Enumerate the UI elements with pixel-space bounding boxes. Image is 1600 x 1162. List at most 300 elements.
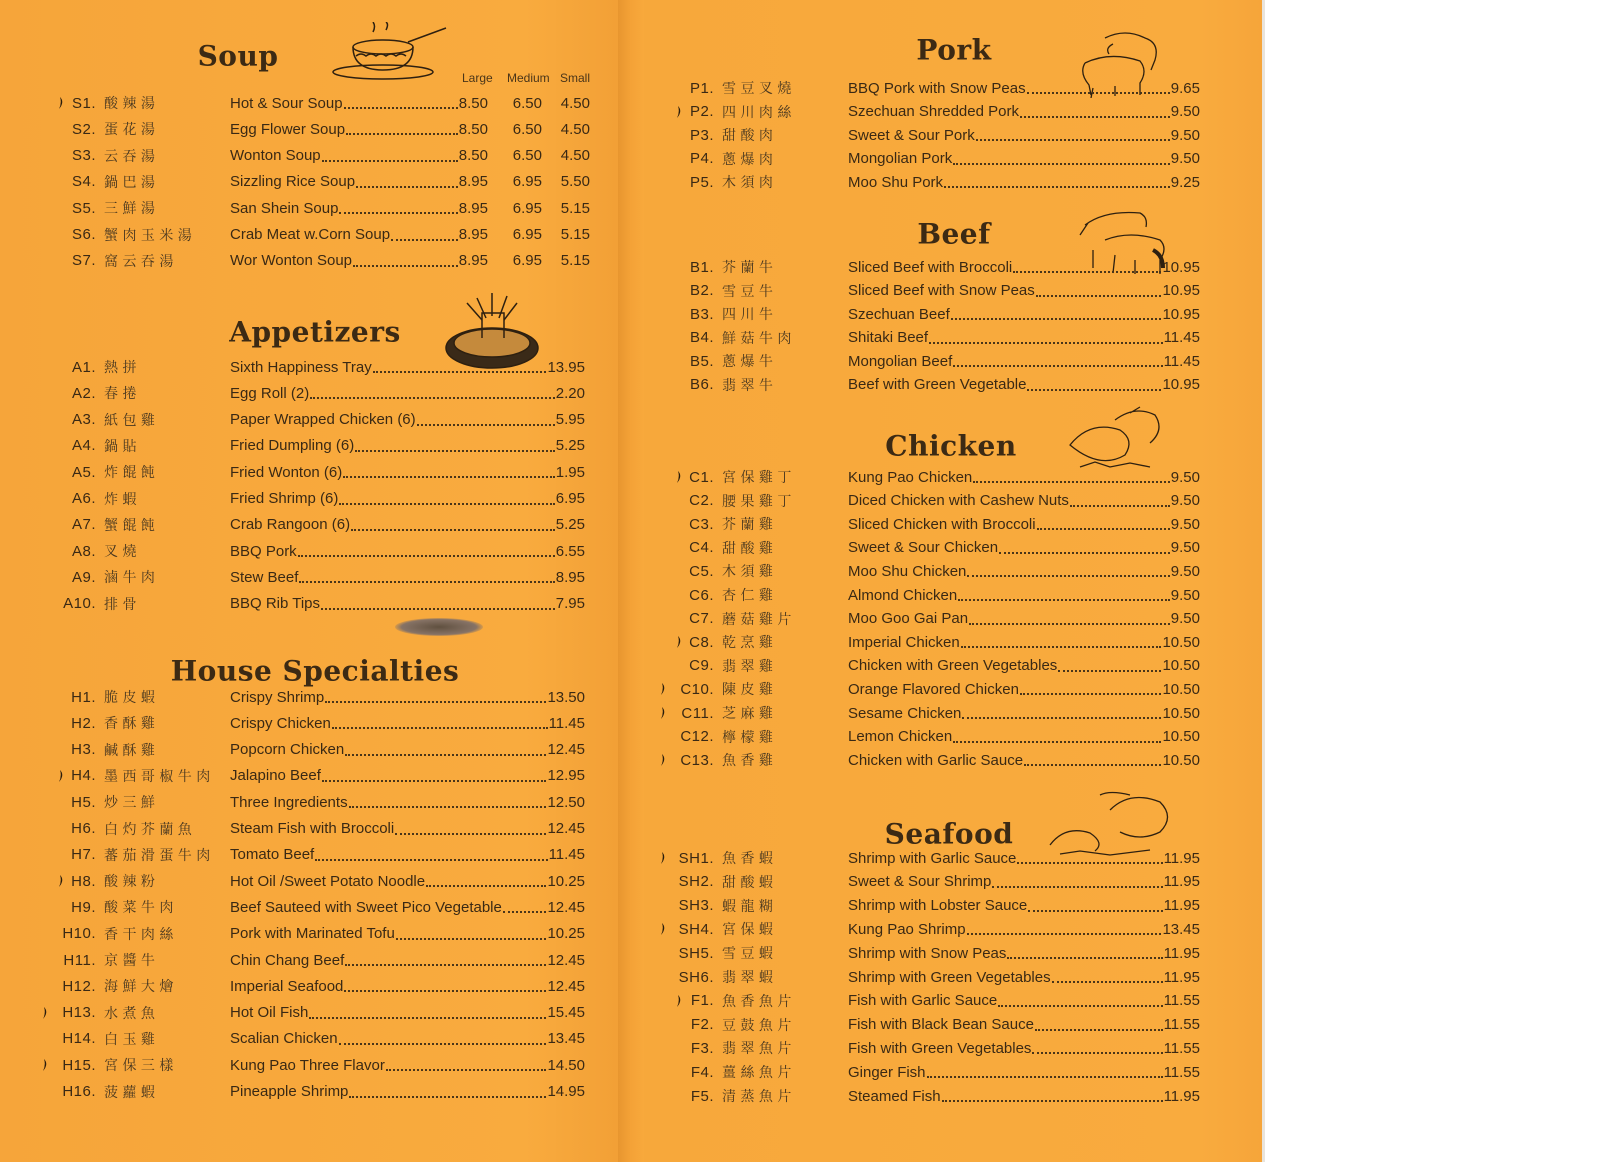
item-code: B4. [689, 329, 714, 346]
item-chinese-name: 木 須 肉 [722, 175, 773, 191]
dot-leader [951, 318, 1162, 320]
item-chinese-name: 甜 酸 蝦 [722, 874, 773, 891]
item-name: Sizzling Rice Soup [230, 173, 356, 191]
item-chinese-name: 宮 保 雞 丁 [722, 470, 792, 486]
item-chinese-name: 炒 三 鮮 [104, 795, 155, 812]
item-price: 12.45 [547, 820, 585, 837]
item-price: 7.95 [555, 595, 585, 613]
menu-item [50, 593, 585, 615]
item-name: Beef with Green Vegetable [848, 376, 1027, 393]
item-code: C5. [689, 562, 714, 580]
item-chinese-name: 宮 保 三 樣 [104, 1058, 174, 1075]
dot-leader [1027, 92, 1170, 94]
item-chinese-name: 芥 蘭 雞 [722, 517, 773, 534]
item-code: H7. [71, 846, 96, 864]
chicken-heading: Chicken [885, 429, 1017, 463]
item-code: F4. [690, 1063, 714, 1081]
item-name: Shrimp with Snow Peas [848, 944, 1007, 962]
item-price: 1.95 [555, 463, 585, 481]
item-price: 11.95 [1163, 1087, 1200, 1105]
dot-leader [953, 163, 1170, 165]
item-price: 10.95 [1162, 305, 1200, 323]
item-code: P3. [689, 126, 714, 144]
item-chinese-name: 鹹 酥 雞 [104, 742, 155, 759]
item-code: S5. [71, 199, 96, 217]
menu-item [50, 739, 585, 761]
item-chinese-name: 清 蒸 魚 片 [722, 1089, 792, 1105]
item-code: C8. [689, 633, 714, 651]
item-code: C2. [689, 492, 714, 510]
item-code: H6. [71, 820, 96, 837]
item-name: Chin Chang Beef [230, 951, 345, 969]
dot-leader [417, 424, 555, 426]
item-code: C13. [680, 751, 714, 769]
item-code: C9. [689, 657, 714, 675]
item-name: Egg Roll (2) [230, 384, 310, 402]
item-chinese-name: 蔥 爆 肉 [722, 151, 773, 168]
item-name: Mongolian Pork [848, 150, 953, 167]
item-price: 11.95 [1163, 873, 1200, 891]
dot-leader [973, 481, 1170, 483]
dot-leader [346, 133, 458, 135]
item-code: S2. [71, 120, 96, 138]
price-medium: 6.50 [512, 147, 542, 165]
spicy-pepper-icon [660, 922, 666, 934]
item-code: H9. [71, 898, 96, 916]
item-name: Sweet & Sour Pork [848, 126, 975, 144]
menu-item [668, 871, 1200, 893]
item-name: Paper Wrapped Chicken (6) [230, 411, 416, 429]
item-code: H15. [62, 1056, 96, 1074]
item-name: Three Ingredients [230, 793, 348, 811]
menu-item [668, 702, 1200, 724]
size-header-small: Small [560, 71, 591, 85]
item-name: Shrimp with Green Vegetables [848, 968, 1051, 986]
item-name: Mongolian Beef [848, 352, 953, 370]
item-chinese-name: 鮮 菇 牛 肉 [722, 330, 792, 347]
soup-heading: Soup [197, 39, 279, 73]
dot-leader [953, 365, 1162, 367]
item-name: San Shein Soup [230, 199, 339, 217]
spicy-pepper-icon [676, 470, 682, 482]
item-price: 11.45 [1163, 352, 1200, 370]
menu-item [50, 870, 585, 892]
item-name: Beef Sauteed with Sweet Pico Vegetable [230, 898, 502, 916]
menu-item [668, 966, 1200, 988]
menu-item [668, 303, 1200, 325]
item-name: Fried Dumpling (6) [230, 437, 355, 455]
item-chinese-name: 墨 西 哥 椒 牛 肉 [104, 768, 211, 785]
menu-item [50, 1081, 585, 1103]
item-price: 10.50 [1162, 657, 1200, 675]
price-small: 5.15 [560, 199, 590, 217]
item-code: A5. [71, 463, 96, 481]
dot-leader [967, 933, 1162, 935]
item-chinese-name: 排 骨 [104, 596, 137, 613]
dot-leader [353, 265, 458, 267]
menu-item [668, 280, 1200, 302]
item-chinese-name: 腰 果 雞 丁 [722, 493, 792, 510]
item-code: H4. [71, 767, 96, 785]
item-chinese-name: 蘑 菇 雞 片 [722, 611, 792, 628]
spicy-pepper-icon [676, 994, 682, 1006]
item-price: 11.95 [1163, 849, 1200, 867]
dot-leader [1035, 1029, 1163, 1031]
menu-item [668, 490, 1200, 512]
menu-item [50, 540, 585, 562]
menu-item [50, 356, 585, 378]
item-price: 10.50 [1162, 751, 1200, 769]
appetizers-heading: Appetizers [229, 315, 401, 349]
dot-leader [942, 1100, 1163, 1102]
menu-item [50, 818, 585, 840]
dot-leader [321, 608, 555, 610]
item-price: 11.45 [548, 846, 585, 864]
item-code: H8. [71, 872, 96, 890]
item-chinese-name: 檸 檬 雞 [722, 729, 773, 746]
menu-item [50, 712, 585, 734]
item-chinese-name: 白 灼 芥 蘭 魚 [104, 821, 192, 838]
item-price: 10.95 [1162, 376, 1200, 393]
item-price: 10.50 [1162, 704, 1200, 722]
item-name: Fried Wonton (6) [230, 463, 343, 481]
item-name: Hot & Sour Soup [230, 94, 343, 112]
dot-leader [343, 476, 555, 478]
menu-item [50, 488, 585, 510]
spicy-pepper-icon [58, 769, 64, 781]
item-chinese-name: 炸 餛 飩 [104, 465, 155, 482]
item-name: Hot Oil /Sweet Potato Noodle [230, 872, 426, 890]
item-code: H12. [62, 977, 96, 995]
dot-leader [339, 503, 554, 505]
item-price: 14.50 [547, 1056, 585, 1074]
dot-leader [332, 727, 548, 729]
item-price: 9.50 [1170, 539, 1200, 557]
item-code: A1. [71, 358, 96, 376]
price-medium: 6.50 [512, 94, 542, 112]
item-price: 10.50 [1162, 680, 1200, 698]
item-price: 12.45 [547, 898, 585, 916]
menu-item [50, 1054, 585, 1076]
item-price: 8.95 [555, 568, 585, 586]
price-medium: 6.95 [512, 173, 542, 191]
dot-leader [976, 139, 1170, 141]
item-name: Shitaki Beef [848, 329, 929, 346]
item-price: 12.50 [547, 793, 585, 811]
item-chinese-name: 脆 皮 蝦 [104, 690, 155, 706]
dot-leader [395, 833, 546, 835]
dot-leader [373, 371, 547, 373]
menu-item [668, 918, 1200, 940]
item-price: 12.45 [547, 977, 585, 995]
item-code: B3. [689, 305, 714, 323]
item-name: Moo Shu Pork [848, 173, 944, 191]
item-code: H13. [62, 1004, 96, 1022]
item-price: 12.45 [547, 951, 585, 969]
spicy-pepper-icon [660, 851, 666, 863]
item-price: 12.45 [547, 741, 585, 759]
item-name: Ginger Fish [848, 1063, 926, 1081]
item-chinese-name: 菠 蘿 蝦 [104, 1084, 155, 1101]
price-small: 5.15 [560, 226, 590, 243]
item-chinese-name: 雪 豆 叉 燒 [722, 81, 792, 97]
item-price: 6.55 [555, 542, 585, 560]
item-name: Wonton Soup [230, 147, 321, 165]
item-price: 13.45 [547, 1030, 585, 1048]
item-code: F3. [690, 1039, 714, 1057]
item-name: Sliced Beef with Snow Peas [848, 282, 1035, 299]
menu-item [50, 514, 585, 536]
item-code: SH5. [678, 944, 714, 962]
chickens-illustration [1060, 405, 1170, 475]
item-chinese-name: 鍋 貼 [104, 438, 137, 455]
menu-item [50, 566, 585, 588]
item-chinese-name: 白 玉 雞 [104, 1031, 155, 1048]
item-chinese-name: 薑 絲 魚 片 [722, 1065, 792, 1082]
item-code: C11. [681, 704, 714, 722]
dot-leader [345, 964, 546, 966]
menu-item [50, 409, 585, 431]
item-chinese-name: 京 醬 牛 [104, 953, 155, 969]
dot-leader [344, 990, 546, 992]
item-chinese-name: 宮 保 蝦 [722, 922, 773, 939]
dot-leader [1017, 862, 1162, 864]
item-name: Wor Wonton Soup [230, 252, 353, 270]
dot-leader [1013, 271, 1161, 273]
dot-leader [1032, 1052, 1162, 1054]
item-price: 10.50 [1162, 728, 1200, 746]
item-name: Sesame Chicken [848, 704, 962, 722]
item-chinese-name: 芥 蘭 牛 [722, 260, 773, 276]
item-name: Popcorn Chicken [230, 741, 345, 759]
menu-item [668, 655, 1200, 677]
item-chinese-name: 熱 拼 [104, 360, 137, 376]
item-name: Pork with Marinated Tofu [230, 925, 395, 943]
item-name: Crispy Chicken [230, 714, 331, 732]
item-code: P2. [689, 103, 714, 120]
item-chinese-name: 滷 牛 肉 [104, 570, 155, 587]
menu-item [50, 1028, 585, 1050]
item-name: Tomato Beef [230, 846, 315, 864]
price-medium: 6.95 [512, 226, 542, 243]
item-name: BBQ Rib Tips [230, 595, 321, 613]
menu-item [668, 148, 1200, 170]
item-name: Szechuan Beef [848, 305, 950, 323]
ink-smudge [395, 618, 483, 636]
item-chinese-name: 酸 菜 牛 肉 [104, 900, 174, 917]
item-chinese-name: 木 須 雞 [722, 564, 773, 581]
item-price: 10.95 [1162, 282, 1200, 299]
menu-item [668, 847, 1200, 869]
item-chinese-name: 魚 香 雞 [722, 753, 773, 770]
item-chinese-name: 甜 酸 肉 [722, 128, 773, 144]
price-large: 8.95 [458, 199, 488, 217]
item-chinese-name: 陳 皮 雞 [722, 682, 773, 699]
menu-item [50, 949, 585, 971]
item-chinese-name: 酸 辣 湯 [104, 96, 155, 112]
item-chinese-name: 甜 酸 雞 [722, 540, 773, 557]
spicy-pepper-icon [660, 682, 666, 694]
price-large: 8.50 [458, 94, 488, 112]
menu-fold [618, 0, 644, 1162]
item-name: Orange Flavored Chicken [848, 680, 1019, 698]
item-code: SH2. [678, 873, 714, 891]
item-name: Sliced Chicken with Broccoli [848, 515, 1036, 533]
item-name: Moo Goo Gai Pan [848, 610, 969, 628]
item-name: Kung Pao Three Flavor [230, 1056, 385, 1074]
dot-leader [999, 552, 1170, 554]
item-name: Kung Pao Chicken [848, 468, 973, 486]
menu-item [50, 791, 585, 813]
item-code: C12. [680, 728, 714, 746]
item-chinese-name: 窩 云 吞 湯 [104, 253, 174, 270]
item-price: 11.95 [1163, 897, 1200, 915]
menu-item [668, 537, 1200, 559]
item-code: A9. [71, 568, 96, 586]
item-name: Scalian Chicken [230, 1030, 338, 1048]
dot-leader [344, 107, 458, 109]
menu-item [668, 749, 1200, 771]
item-code: B1. [689, 258, 714, 276]
item-chinese-name: 四 川 牛 [722, 307, 773, 323]
page-edge [1262, 0, 1265, 1162]
spicy-pepper-icon [676, 635, 682, 647]
item-name: Imperial Seafood [230, 977, 344, 995]
item-price: 9.50 [1170, 515, 1200, 533]
item-price: 13.50 [547, 688, 585, 706]
price-medium: 6.95 [512, 199, 542, 217]
item-name: Almond Chicken [848, 586, 958, 604]
dot-leader [426, 885, 546, 887]
item-name: Diced Chicken with Cashew Nuts [848, 492, 1069, 510]
item-price: 15.45 [547, 1004, 585, 1022]
menu-item [50, 118, 590, 140]
price-large: 8.50 [458, 120, 488, 138]
menu-item [668, 350, 1200, 372]
menu-item [668, 466, 1200, 488]
item-price: 9.50 [1170, 492, 1200, 510]
item-code: C4. [689, 539, 714, 557]
dot-leader [953, 741, 1161, 743]
menu-item [668, 1037, 1200, 1059]
dot-leader [322, 160, 458, 162]
item-chinese-name: 翡 翠 雞 [722, 658, 773, 675]
item-chinese-name: 豆 鼓 魚 片 [722, 1017, 792, 1034]
item-code: F5. [690, 1087, 714, 1105]
price-small: 4.50 [560, 147, 590, 165]
item-chinese-name: 蛋 花 湯 [104, 122, 155, 139]
dot-leader [962, 717, 1161, 719]
house-specialties-heading: House Specialties [170, 654, 460, 688]
item-name: Chicken with Garlic Sauce [848, 751, 1024, 769]
menu-item [668, 990, 1200, 1012]
menu-item [50, 923, 585, 945]
item-name: BBQ Pork with Snow Peas [848, 79, 1026, 97]
menu-item [50, 250, 590, 272]
item-name: Fried Shrimp (6) [230, 490, 339, 507]
spicy-pepper-icon [58, 874, 64, 886]
menu-item [668, 256, 1200, 278]
menu-item [668, 327, 1200, 349]
item-chinese-name: 三 鮮 湯 [104, 201, 155, 218]
item-price: 10.95 [1162, 258, 1200, 276]
menu-item [668, 608, 1200, 630]
menu-item [668, 584, 1200, 606]
dot-leader [355, 450, 555, 452]
menu-item [668, 631, 1200, 653]
price-medium: 6.50 [512, 120, 542, 138]
item-price: 9.50 [1170, 586, 1200, 604]
menu-item [668, 1014, 1200, 1036]
spicy-pepper-icon [58, 96, 64, 108]
dot-leader [351, 529, 555, 531]
item-price: 10.25 [547, 925, 585, 943]
dot-leader [339, 212, 457, 214]
soup-bowl-illustration [328, 22, 453, 82]
item-name: Crab Rangoon (6) [230, 516, 351, 534]
dot-leader [1070, 505, 1170, 507]
dot-leader [961, 646, 1162, 648]
item-code: S1. [71, 94, 96, 112]
dot-leader [1058, 670, 1161, 672]
item-name: Kung Pao Shrimp [848, 920, 966, 938]
dot-leader [927, 1076, 1163, 1078]
item-chinese-name: 四 川 肉 絲 [722, 104, 792, 121]
item-code: C7. [689, 610, 714, 628]
item-chinese-name: 炸 蝦 [104, 491, 137, 508]
dot-leader [315, 859, 547, 861]
item-price: 5.25 [555, 516, 585, 534]
item-code: A7. [71, 516, 96, 534]
menu-item [50, 145, 590, 167]
item-chinese-name: 紙 包 雞 [104, 412, 155, 429]
menu-item [668, 124, 1200, 146]
item-chinese-name: 翡 翠 牛 [722, 377, 773, 394]
item-name: Chicken with Green Vegetables [848, 657, 1058, 675]
item-code: A4. [71, 437, 96, 455]
item-chinese-name: 雪 豆 蝦 [722, 946, 773, 963]
dot-leader [967, 575, 1169, 577]
menu-item [668, 1085, 1200, 1107]
item-chinese-name: 海 鮮 大 燴 [104, 979, 174, 996]
item-code: B2. [689, 282, 714, 299]
item-chinese-name: 魚 香 蝦 [722, 851, 773, 867]
item-code: SH3. [678, 897, 714, 915]
price-small: 4.50 [560, 94, 590, 112]
item-name: Fish with Green Vegetables [848, 1039, 1032, 1057]
item-price: 9.50 [1170, 103, 1200, 120]
item-price: 9.50 [1170, 610, 1200, 628]
item-code: S3. [71, 147, 96, 165]
item-chinese-name: 芝 麻 雞 [722, 706, 773, 722]
menu-item [668, 513, 1200, 535]
item-name: Pineapple Shrimp [230, 1083, 349, 1100]
item-code: S6. [71, 226, 96, 243]
menu-item [668, 171, 1200, 193]
menu-item [668, 101, 1200, 123]
dot-leader [310, 397, 555, 399]
dot-leader [299, 581, 554, 583]
item-chinese-name: 杏 仁 雞 [722, 588, 773, 604]
item-price: 5.25 [555, 437, 585, 455]
dot-leader [944, 186, 1170, 188]
dot-leader [1007, 957, 1162, 959]
item-chinese-name: 翡 翠 魚 片 [722, 1041, 792, 1058]
item-code: A8. [71, 542, 96, 560]
menu-item [50, 896, 585, 918]
price-medium: 6.95 [512, 252, 542, 270]
item-price: 10.50 [1162, 633, 1200, 651]
